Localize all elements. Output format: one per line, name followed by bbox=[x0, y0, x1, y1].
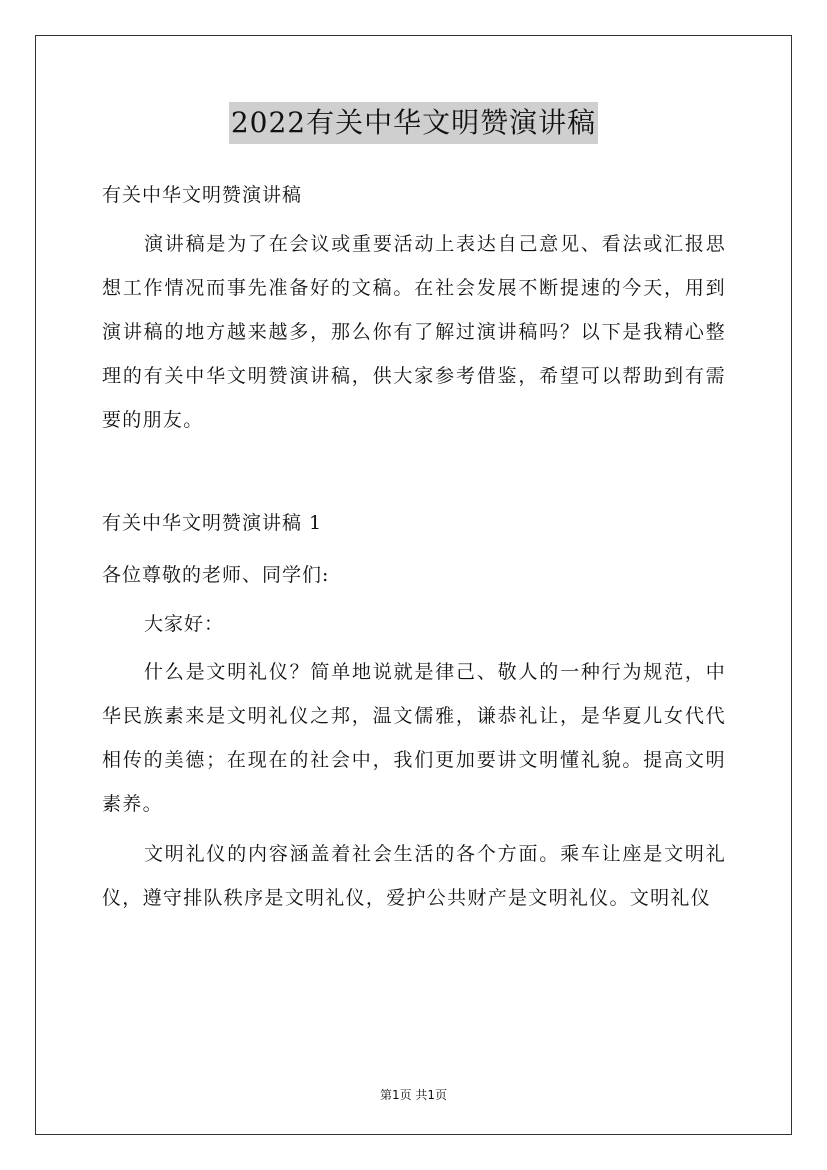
body-paragraph-2: 文明礼仪的内容涵盖着社会生活的各个方面。乘车让座是文明礼仪，遵守排队秩序是文明礼仪，爱护公共财产是文明礼仪。文明礼仪 bbox=[102, 843, 726, 909]
salutation: 各位尊敬的老师、同学们: bbox=[102, 564, 330, 586]
document-title: 2022有关中华文明赞演讲稿 bbox=[229, 102, 598, 144]
body-paragraph-1: 什么是文明礼仪？简单地说就是律己、敬人的一种行为规范，中华民族素来是文明礼仪之邦，温文儒雅，谦恭礼让，是华夏儿女代代相传的美德；在现在的社会中，我们更加要讲文明懂礼貌。提高文明素养。 bbox=[102, 661, 726, 815]
document-subtitle: 有关中华文明赞演讲稿 bbox=[102, 184, 303, 206]
document-body bbox=[102, 176, 726, 920]
title-container bbox=[0, 102, 827, 144]
section-title: 有关中华文明赞演讲稿 1 bbox=[102, 512, 323, 534]
greeting: 大家好： bbox=[144, 613, 225, 635]
intro-paragraph: 演讲稿是为了在会议或重要活动上表达自己意见、看法或汇报思想工作情况而事先准备好的文稿。在社会发展不断提速的今天，用到演讲稿的地方越来越多，那么你有了解过演讲稿吗？以下是我精心整理的有关中华文明赞演讲稿，供大家参考借鉴，希望可以帮助到有需要的朋友。 bbox=[102, 233, 726, 431]
spacer bbox=[102, 442, 726, 504]
page-footer: 第1页 共1页 bbox=[379, 1088, 448, 1102]
